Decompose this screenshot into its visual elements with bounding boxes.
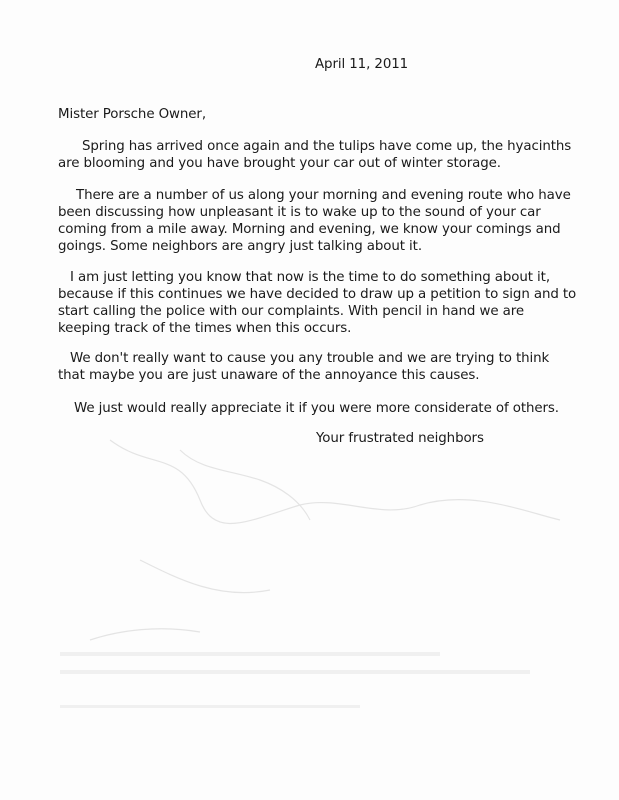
paragraph-2-line-1: There are a number of us along your morning and evening route who have <box>76 188 571 203</box>
letter-date: April 11, 2011 <box>315 57 409 72</box>
paragraph-3-line-3: start calling the police with our complaints. With pencil in hand we are <box>58 304 524 319</box>
paragraph-3-line-4: keeping track of the times when this occurs. <box>58 321 352 336</box>
paragraph-2-line-3: coming from a mile away. Morning and evening, we know your comings and <box>58 222 561 237</box>
paragraph-2-line-4: goings. Some neighbors are angry just talking about it. <box>58 239 422 254</box>
paragraph-2-line-2: been discussing how unpleasant it is to wake up to the sound of your car <box>58 205 541 220</box>
paragraph-4-line-2: that maybe you are just unaware of the annoyance this causes. <box>58 368 480 383</box>
salutation: Mister Porsche Owner, <box>58 107 206 122</box>
closing-signature: Your frustrated neighbors <box>316 431 484 446</box>
paragraph-4-line-1: We don't really want to cause you any trouble and we are trying to think <box>70 351 550 366</box>
paragraph-3-line-2: because if this continues we have decided to draw up a petition to sign and to <box>58 287 577 302</box>
paragraph-1-line-2: are blooming and you have brought your car out of winter storage. <box>58 156 501 171</box>
paragraph-5-line-1: We just would really appreciate it if you were more considerate of others. <box>74 401 559 416</box>
paragraph-3-line-1: I am just letting you know that now is the time to do something about it, <box>70 270 550 285</box>
paragraph-1-line-1: Spring has arrived once again and the tulips have come up, the hyacinths <box>82 139 572 154</box>
